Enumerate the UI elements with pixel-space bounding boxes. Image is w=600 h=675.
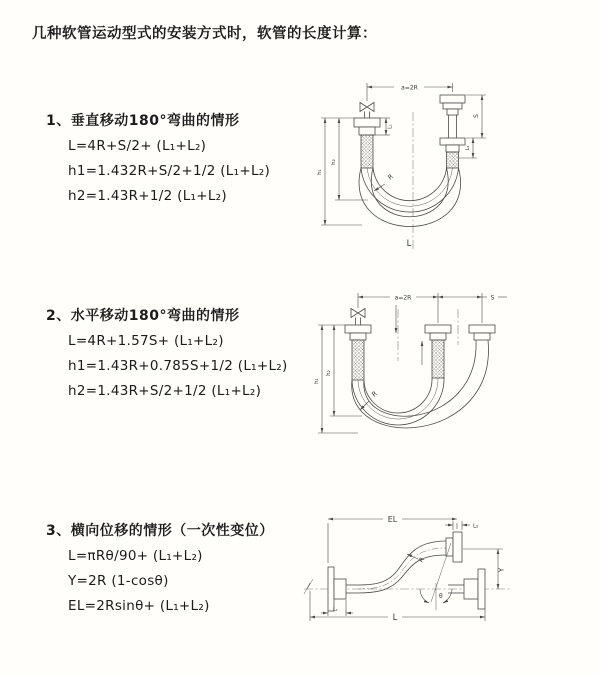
stroke-label: S <box>490 294 495 302</box>
section1-heading: 1、垂直移动180°弯曲的情形 <box>46 113 240 129</box>
hose-s-curve <box>358 541 446 593</box>
radius-label: R <box>370 389 379 399</box>
diagram-horizontal-180-bend <box>310 283 540 463</box>
top-right-flange <box>446 532 462 562</box>
h1-label: h₁ <box>317 169 323 175</box>
theta-label: θ <box>439 593 443 600</box>
dimension-h1 <box>317 118 362 225</box>
right-flange-lower <box>440 138 465 152</box>
h1-label: h₁ <box>314 378 320 384</box>
hose-loop <box>352 340 489 428</box>
left-hose-leg <box>361 135 373 168</box>
section3-formula-EL: EL=2Rsinθ+ (L₁+L₂) <box>68 598 210 614</box>
l1-label: L₁ <box>387 124 394 129</box>
section1-formula-h2: h2=1.43R+1/2 (L₁+L₂) <box>68 188 227 204</box>
section3-formula-Y: Y=2R (1-cosθ) <box>68 573 169 589</box>
h2-label: h₂ <box>326 370 332 376</box>
l2-label: L₂ <box>473 523 479 530</box>
page-title: 几种软管运动型式的安装方式时，软管的长度计算： <box>32 26 377 42</box>
right-hose-leg <box>447 152 459 168</box>
diagram-lateral-displacement <box>300 505 550 645</box>
section3-heading: 3、横向位移的情形（一次性变位） <box>46 523 274 539</box>
length-label: L <box>406 239 412 249</box>
span-label: a=2R <box>394 294 412 302</box>
left-flange <box>345 325 371 340</box>
hose-loop <box>359 168 461 227</box>
break-mark <box>304 579 313 594</box>
middle-hose-leg <box>432 340 444 378</box>
radius-leader <box>407 554 427 564</box>
l2-label: L₂ <box>465 145 471 151</box>
dimension-stroke <box>466 95 486 138</box>
radius-label: R <box>417 555 427 565</box>
dimension-span <box>358 293 482 323</box>
section2-formula-h2: h2=1.43R+S/2+1/2 (L₁+L₂) <box>68 383 262 399</box>
section2-formula-L: L=4R+1.57S+ (L₁+L₂) <box>68 333 224 349</box>
right-flange-upper <box>440 95 465 138</box>
dimension-el <box>328 515 457 563</box>
section3-formula-L: L=πRθ/90+ (L₁+L₂) <box>68 548 203 564</box>
length-label: L <box>392 613 398 623</box>
right-flange <box>469 325 495 340</box>
middle-flange <box>425 325 451 340</box>
span-label: a=2R <box>401 84 418 92</box>
dimension-stroke <box>438 295 507 302</box>
l1-label: L₁ <box>333 607 338 613</box>
section2-formula-h1: h1=1.43R+0.785S+1/2 (L₁+L₂) <box>68 358 288 374</box>
h2-label: h₂ <box>331 159 337 165</box>
stroke-label: S <box>473 114 480 118</box>
fitting-dimension-marks <box>396 305 422 365</box>
section1-formula-h1: h1=1.432R+S/2+1/2 (L₁+L₂) <box>68 163 271 179</box>
left-hose-leg <box>352 340 364 380</box>
section1-formula-L: L=4R+S/2+ (L₁+L₂) <box>68 138 207 154</box>
dimension-h1 <box>314 325 358 433</box>
dimension-l1 <box>321 600 353 616</box>
radius-label: R <box>386 172 395 182</box>
dimension-l2 <box>445 521 478 530</box>
diagram-vertical-180-bend <box>310 70 530 260</box>
section2-heading: 2、水平移动180°弯曲的情形 <box>46 308 240 324</box>
left-flange <box>354 118 380 135</box>
valve-icon <box>351 309 365 326</box>
y-label: Y <box>497 567 506 573</box>
el-label: EL <box>387 515 398 524</box>
valve-icon <box>360 103 374 119</box>
